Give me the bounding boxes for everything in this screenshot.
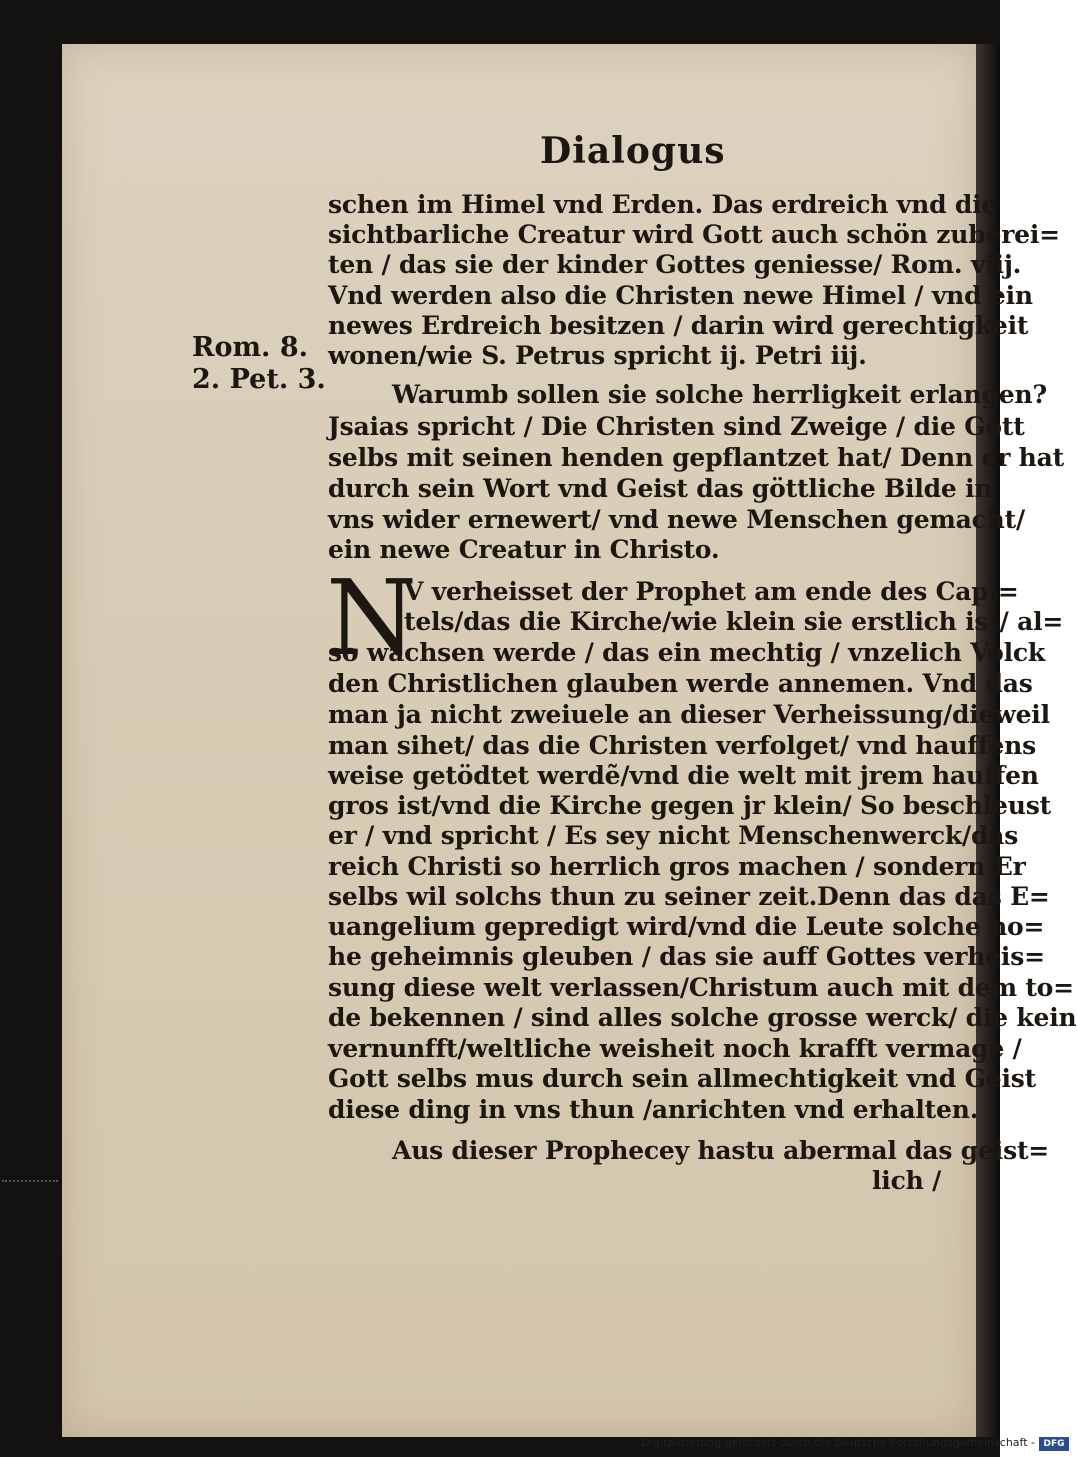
drop-cap-initial: N xyxy=(326,557,417,679)
scan-edge-marks xyxy=(2,1180,58,1186)
text-line: uangelium gepredigt wird/vnd die Leute solche ho= xyxy=(328,912,1045,941)
text-line: Gott selbs mus durch sein allmechtigkeit vnd Geist xyxy=(328,1064,1036,1093)
text-line: vns wider ernewert/ vnd newe Menschen gemacht/ xyxy=(328,505,1025,534)
text-line: so wachsen werde / das ein mechtig / vnzelich Volck xyxy=(328,638,1046,667)
text-line: den Christlichen glauben werde annemen. Vnd das xyxy=(328,669,1033,698)
text-line: schen im Himel vnd Erden. Das erdreich vnd die xyxy=(328,190,998,219)
text-line: tels/das die Kirche/wie klein sie erstlich ist/ al= xyxy=(404,607,1064,636)
running-head: Dialogus xyxy=(540,130,726,172)
text-line: V verheisset der Prophet am ende des Capi= xyxy=(404,577,1019,606)
margin-note-rom: Rom. 8. xyxy=(192,332,309,363)
text-line: sichtbarliche Creatur wird Gott auch schön zuberei= xyxy=(328,220,1060,249)
text-line: man sihet/ das die Christen verfolget/ vnd hauffens xyxy=(328,731,1036,760)
text-line: weise getödtet werdẽ/vnd die welt mit jrem hauffen xyxy=(328,761,1039,790)
text-line: Vnd werden also die Christen newe Himel / vnd ein xyxy=(328,281,1033,310)
text-line: selbs wil solchs thun zu seiner zeit.Denn das das E= xyxy=(328,882,1050,911)
text-line: de bekennen / sind alles solche grosse werck/ die kein xyxy=(328,1003,1077,1032)
text-line: selbs mit seinen henden gepflantzet hat/ Denn er hat xyxy=(328,443,1064,472)
text-line: Aus dieser Prophecey hastu abermal das geist= xyxy=(392,1136,1050,1165)
catchword: lich / xyxy=(872,1166,942,1195)
margin-note-pet: 2. Pet. 3. xyxy=(192,364,326,395)
text-line: Warumb sollen sie solche herrligkeit erlangen? xyxy=(392,380,1047,409)
text-line: er / vnd spricht / Es sey nicht Menschenwerck/das xyxy=(328,821,1019,850)
text-line: he geheimnis gleuben / das sie auff Gottes verheis= xyxy=(328,942,1045,971)
text-line: reich Christi so herrlich gros machen / sondern Er xyxy=(328,852,1026,881)
text-line: Jsaias spricht / Die Christen sind Zweige / die Gott xyxy=(328,412,1025,441)
text-line: ten / das sie der kinder Gottes geniesse/ Rom. viij. xyxy=(328,250,1022,279)
text-line: sung diese welt verlassen/Christum auch mit dem to= xyxy=(328,973,1074,1002)
text-line: newes Erdreich besitzen / darin wird gerechtigkeit xyxy=(328,311,1029,340)
text-line: wonen/wie S. Petrus spricht ij. Petri iij. xyxy=(328,341,867,370)
text-line: vernunfft/weltliche weisheit noch krafft vermage / xyxy=(328,1034,1022,1063)
text-line: gros ist/vnd die Kirche gegen jr klein/ So beschleust xyxy=(328,791,1051,820)
credit-text: Digitalisierung gefördert durch die Deutsche Forschungsgemeinschaft - xyxy=(641,1436,1035,1449)
text-line: ein newe Creatur in Christo. xyxy=(328,535,720,564)
text-line: man ja nicht zweiuele an dieser Verheissung/dieweil xyxy=(328,700,1050,729)
dfg-logo-icon: DFG xyxy=(1039,1437,1069,1451)
text-line: durch sein Wort vnd Geist das göttliche Bilde in xyxy=(328,474,993,503)
text-line: diese ding in vns thun /anrichten vnd erhalten. xyxy=(328,1095,979,1124)
digitization-credit xyxy=(642,1436,1035,1449)
